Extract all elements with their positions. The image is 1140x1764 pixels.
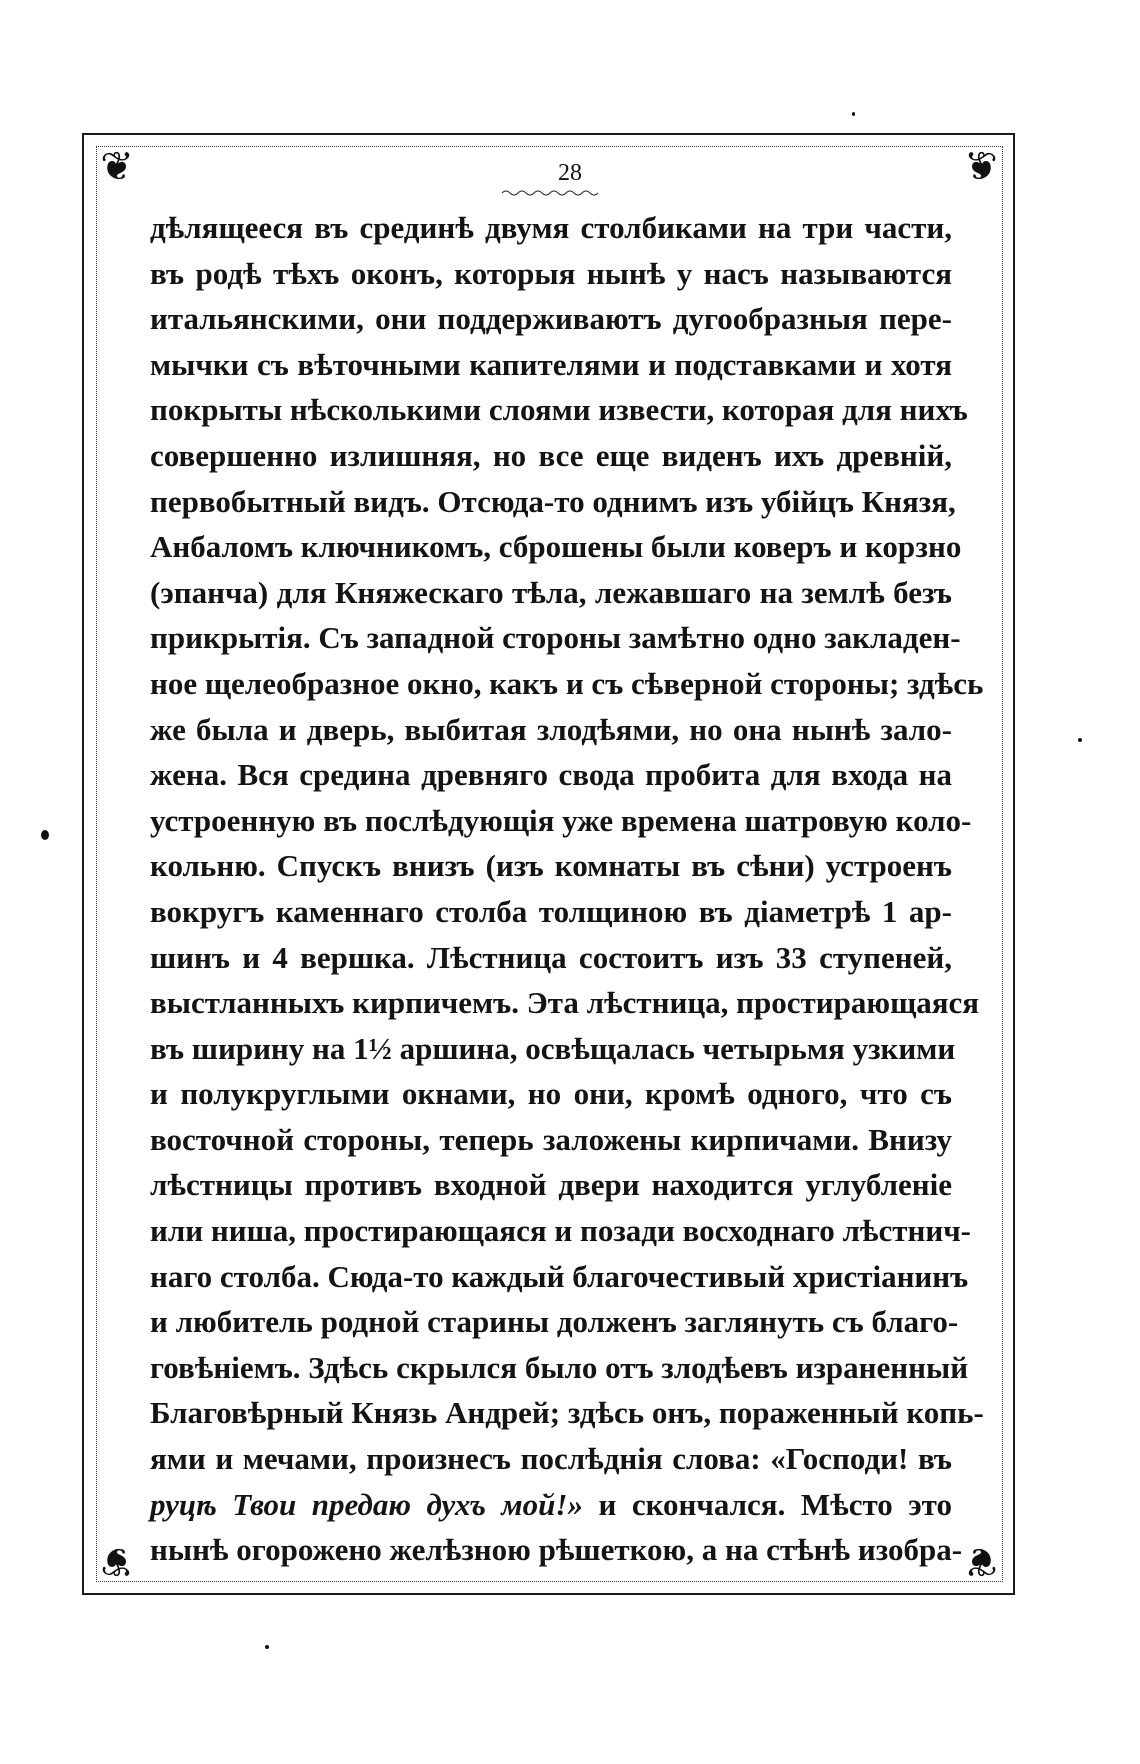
- text-line: говѣнiемъ. Здѣсь скрылся было отъ злодѣевъ израненный: [150, 1349, 969, 1385]
- text-line: наго столба. Сюда-то каждый благочестивый христiанинъ: [150, 1258, 969, 1294]
- text-line: жена. Вся средина древняго свода пробита для входа на: [150, 757, 952, 793]
- text-line: выстланныхъ кирпичемъ. Эта лѣстница, простирающаяся: [150, 985, 980, 1021]
- corner-ornament-icon: ❦: [964, 144, 998, 190]
- text-line: въ родѣ тѣхъ оконъ, которыя нынѣ у насъ называются: [150, 255, 952, 291]
- text-line-tail: и скончался. Мѣсто это: [582, 1486, 952, 1522]
- text-line: мычки съ вѣточными капителями и подставками и хотя: [150, 346, 952, 382]
- text-line-mixed: [150, 1482, 952, 1528]
- quote-italic: руцѣ Твои предаю духъ мой!»: [150, 1486, 583, 1522]
- text-line: ями и мечами, произнесъ послѣднiя слова: «Господи! въ: [150, 1441, 952, 1477]
- text-line: дѣлящееся въ срединѣ двумя столбиками на три части,: [150, 210, 952, 245]
- ink-speck: [1078, 738, 1082, 742]
- text-line: восточной стороны, теперь заложены кирпичами. Внизу: [150, 1121, 952, 1157]
- text-line: нынѣ огорожено желѣзною рѣшеткою, а на стѣнѣ изобра-: [150, 1532, 963, 1568]
- body-text: [150, 205, 984, 1573]
- text-line: вокругъ каменнаго столба толщиною въ дiаметрѣ 1 ар-: [150, 893, 952, 929]
- text-line: покрыты нѣсколькими слоями извести, которая для нихъ: [150, 392, 968, 428]
- corner-ornament-icon: ❦: [100, 144, 134, 190]
- text-line: кольню. Спускъ внизъ (изъ комнаты въ сѣни) устроенъ: [150, 848, 952, 884]
- page-number-wavy-rule: [500, 188, 600, 198]
- text-line: ное щелеобразное окно, какъ и съ сѣверной стороны; здѣсь: [150, 665, 984, 701]
- text-line: и полукруглыми окнами, но они, кромѣ одного, что съ: [150, 1076, 952, 1112]
- page-number: 28: [558, 160, 582, 186]
- corner-ornament-icon: ❦: [964, 1538, 998, 1584]
- ink-speck: [852, 112, 855, 116]
- text-line: или ниша, простирающаяся и позади восходнаго лѣстнич-: [150, 1213, 972, 1249]
- text-line: итальянскими, они поддерживаютъ дугообразныя пере-: [150, 301, 952, 337]
- text-line: первобытный видъ. Отсюда-то однимъ изъ убiйцъ Князя,: [150, 483, 956, 519]
- text-line: Анбаломъ ключникомъ, сброшены были коверъ и корзно: [150, 529, 962, 565]
- corner-ornament-icon: ❦: [100, 1538, 134, 1584]
- text-line: устроенную въ послѣдующiя уже времена шатровую коло-: [150, 802, 972, 838]
- ink-speck: [41, 830, 49, 840]
- text-line: же была и дверь, выбитая злодѣями, но она нынѣ зало-: [150, 711, 952, 747]
- text-line: Благовѣрный Князь Андрей; здѣсь онъ, пораженный копь-: [150, 1395, 984, 1431]
- text-line: прикрытiя. Съ западной стороны замѣтно одно закладен-: [150, 620, 961, 656]
- text-line: лѣстницы противъ входной двери находится углубленiе: [150, 1167, 952, 1203]
- text-line: совершенно излишняя, но все еще виденъ ихъ древнiй,: [150, 437, 952, 473]
- text-line: и любитель родной старины долженъ заглянуть съ благо-: [150, 1304, 959, 1340]
- text-line: въ ширину на 1½ аршина, освѣщалась четырьмя узкими: [150, 1030, 956, 1066]
- text-line: (эпанча) для Княжескаго тѣла, лежавшаго на землѣ безъ: [150, 574, 952, 610]
- ink-speck: [265, 1645, 269, 1649]
- text-line: шинъ и 4 вершка. Лѣстница состоитъ изъ 33 ступеней,: [150, 939, 952, 975]
